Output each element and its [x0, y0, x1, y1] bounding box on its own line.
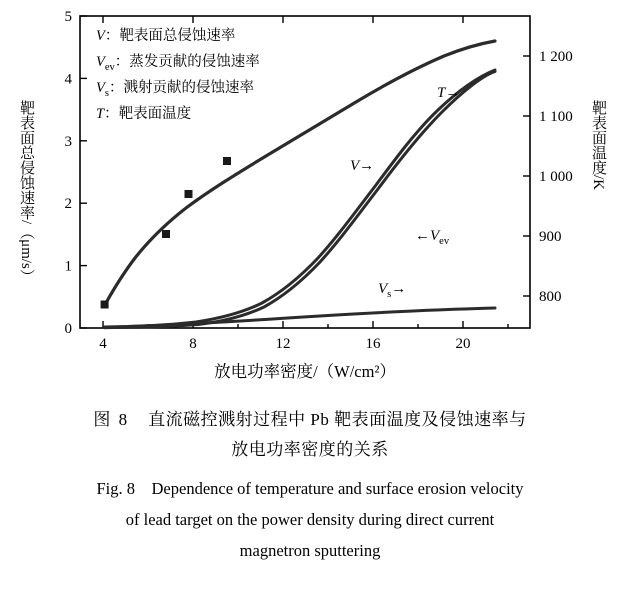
y-left-tick-label: 0: [64, 321, 72, 337]
y-right-tick-label: 1 200: [539, 49, 573, 65]
legend-entry-Vs: $V_s$：溅射贡献的侵蚀速率: [96, 80, 254, 99]
y-left-tick-label: 4: [64, 71, 72, 88]
y-left-tick-label: 3: [64, 133, 72, 150]
figure-caption: [0, 405, 620, 566]
y-right-tick-labels: [539, 49, 573, 305]
data-point-marker: [162, 230, 170, 238]
x-tick-label: 20: [455, 336, 471, 352]
data-point-marker: [185, 190, 193, 198]
y-right-tick-label: 900: [539, 229, 562, 245]
caption-en-line3: magnetron sputtering: [239, 541, 381, 560]
x-tick-label: 4: [99, 336, 107, 352]
legend-entry-V: V：靶表面总侵蚀速率: [96, 28, 236, 44]
caption-cn-figure-number: 图 8: [93, 410, 130, 429]
annotation-Vs: $V_s\to$: [378, 281, 407, 300]
y-right-tick-label: 800: [539, 289, 562, 305]
y-right-tick-label: 1 100: [539, 109, 573, 125]
y-left-tick-label: 5: [64, 9, 72, 25]
annotation-T: T→: [437, 85, 461, 101]
caption-en-line1: [0, 473, 620, 504]
legend-entry-T: T：靶表面温度: [96, 106, 192, 122]
caption-en-figure-number: Fig. 8: [96, 479, 135, 498]
caption-cn-line1: [0, 405, 620, 435]
caption-english: [0, 473, 620, 566]
x-axis-title: 放电功率密度/（W/cm²）: [214, 362, 396, 381]
annotation-V: V→: [350, 158, 375, 174]
caption-en-text1: Dependence of temperature and surface erosion velocity: [151, 479, 524, 498]
x-tick-label: 12: [275, 336, 291, 352]
y-right-axis-title: 靶表面温度/K: [590, 100, 606, 190]
caption-cn-text1: 直流磁控溅射过程中 Pb 靶表面温度及侵蚀速率与: [148, 410, 527, 429]
y-left-tick-label: 2: [64, 196, 72, 213]
legend-entry-Vev: $V_{ev}$：蒸发贡献的侵蚀速率: [96, 54, 260, 73]
y-left-axis-title: 靶表面总侵蚀速率/（μm/s）: [18, 100, 34, 284]
x-tick-label: 16: [365, 336, 381, 352]
caption-cn-line2: 放电功率密度的关系: [231, 440, 389, 459]
y-left-tick-labels: [65, 9, 73, 337]
data-point-marker: [223, 157, 231, 165]
annotation-Vev: $\leftarrow V_{ev}$: [415, 228, 450, 247]
y-left-tick-label: 1: [64, 258, 72, 275]
caption-chinese: [0, 405, 620, 465]
caption-en-line2: of lead target on the power density during direct current: [125, 510, 495, 529]
x-tick-labels: [99, 336, 470, 352]
x-tick-label: 8: [189, 336, 197, 352]
data-point-marker: [101, 301, 109, 309]
y-right-tick-label: 1 000: [539, 169, 573, 185]
